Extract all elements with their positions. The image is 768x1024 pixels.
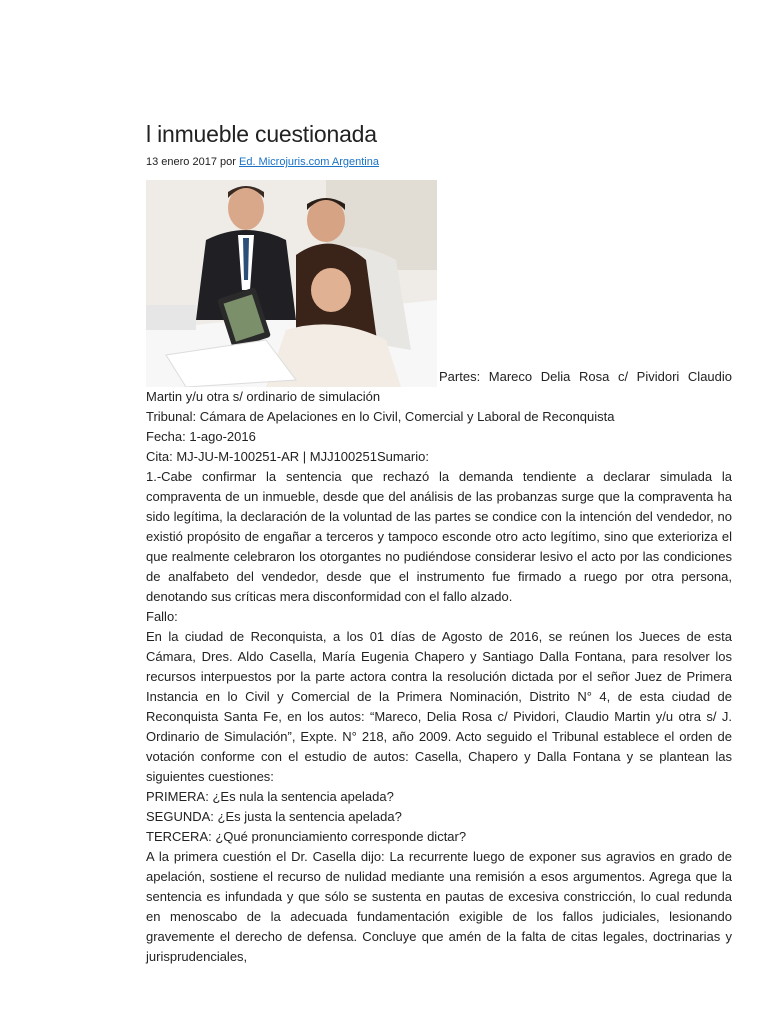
article-date: 13 enero 2017	[146, 156, 217, 168]
cita-line: Cita: MJ-JU-M-100251-AR | MJJ100251Sumario:	[146, 449, 429, 464]
paragraph-1: En la ciudad de Reconquista, a los 01 días de Agosto de 2016, se reúnen los Jueces de esta Cámara, Dres. Aldo Casella, María Eugenia Chapero y Santiago Dalla Fontana, para resolver los recursos interpuestos por la parte actora contra la resolución dictada por el señor Juez de Primera Instancia en lo Civil y Comercial de la Primera Nominación, Distrito N° 4, de esta ciudad de Reconquista Santa Fe, en los autos: “Mareco, Delia Rosa c/ Pividori, Claudio Martin y/u otra s/ J. Ordinario de Simulación”, Expte. N° 218, año 2009. Acto seguido el Tribunal establece el orden de votación conforme con el estudio de autos: Casella, Chapero y Dalla Fontana y se plantean las siguientes cuestiones:	[146, 629, 732, 784]
question-segunda: SEGUNDA: ¿Es justa la sentencia apelada?	[146, 809, 402, 824]
photo-illustration	[146, 180, 437, 387]
partes-line-2: Martin y/u otra s/ ordinario de simulación	[146, 389, 381, 404]
fallo-heading: Fallo:	[146, 609, 178, 624]
sumario-paragraph: 1.-Cabe confirmar la sentencia que rechazó la demanda tendiente a declarar simulada la compraventa de un inmueble, desde que del análisis de las probanzas surge que la compraventa ha sido legítima, la declaración de la voluntad de las partes se condice con la intención del vendedor, no existió propósito de engañar a terceros y tampoco esconde otro acto legítimo, sino que exterioriza el que realmente celebraron los otorgantes no pudiéndose considerar lesivo el acto por las condiciones de analfabeto del vendedor, desde que el instrumento fue firmado a ruego por otra persona, denotando sus críticas mera disconformidad con el fallo alzado.	[146, 469, 732, 604]
article-meta	[146, 156, 732, 168]
article	[146, 118, 732, 967]
by-label: por	[220, 156, 236, 168]
question-tercera: TERCERA: ¿Qué pronunciamiento corresponde dictar?	[146, 829, 467, 844]
article-title: l inmueble cuestionada	[146, 121, 377, 147]
tribunal-line: Tribunal: Cámara de Apelaciones en lo Civil, Comercial y Laboral de Reconquista	[146, 409, 615, 424]
article-body	[146, 180, 732, 967]
fecha-line: Fecha: 1-ago-2016	[146, 429, 256, 444]
partes-line-1: Partes: Mareco Delia Rosa c/ Pividori Claudio	[439, 369, 732, 384]
paragraph-2: A la primera cuestión el Dr. Casella dijo: La recurrente luego de exponer sus agravios en grado de apelación, sostiene el recurso de nulidad mediante una remisión a esos argumentos. Agrega que la sentencia es infundada y que sólo se sustenta en pautas de excesiva constricción, lo cual redunda en menoscabo de la adecuada fundamentación exigible de los fallos judiciales, lesionando gravemente el derecho de defensa. Concluye que amén de la falta de citas legales, doctrinarias y jurisprudenciales,	[146, 849, 732, 964]
people-tablet-photo-icon	[146, 180, 437, 387]
author-link[interactable]: Ed. Microjuris.com Argentina	[238, 156, 379, 168]
question-primera: PRIMERA: ¿Es nula la sentencia apelada?	[146, 789, 394, 804]
